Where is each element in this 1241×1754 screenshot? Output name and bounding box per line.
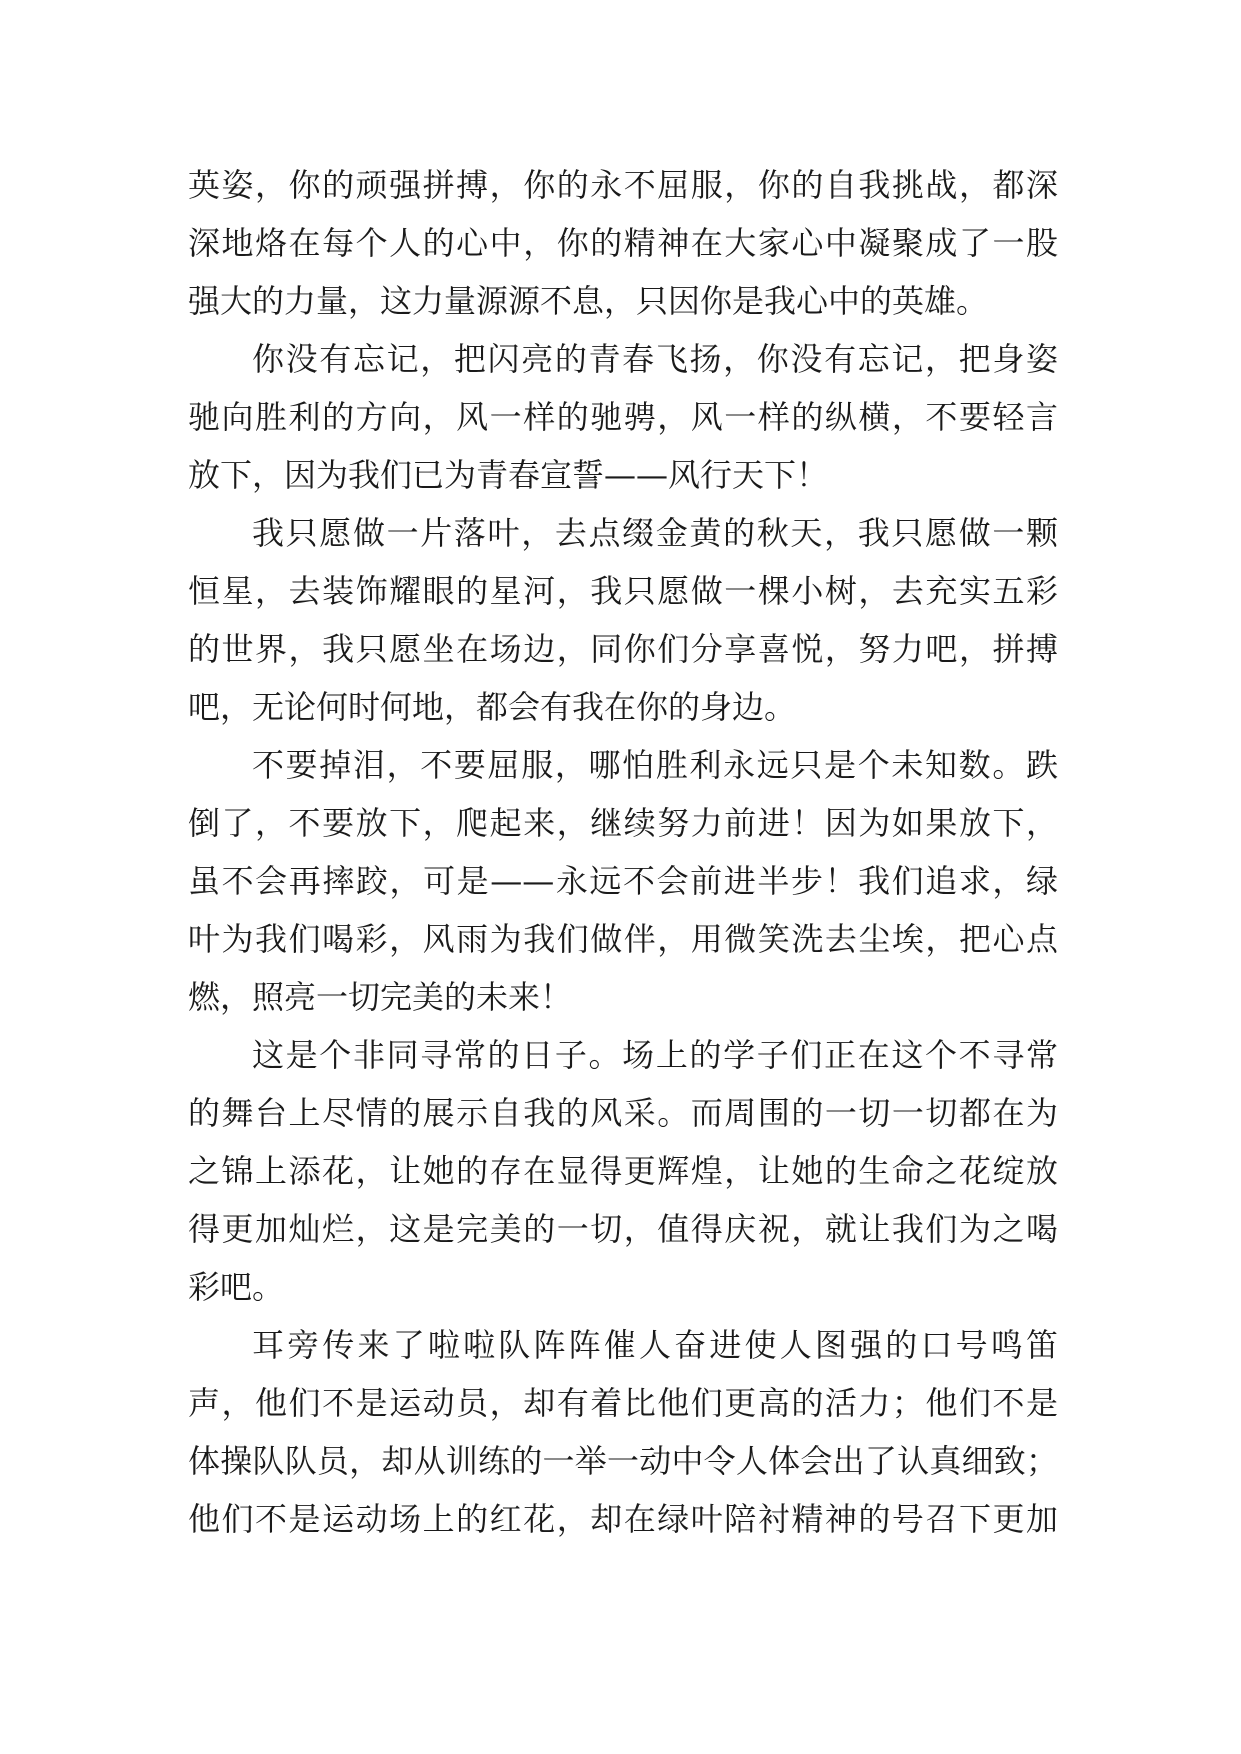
text-line: 放下，因为我们已为青春宣誓——风行天下！: [188, 456, 829, 494]
text-line: 强大的力量，这力量源源不息，只因你是我心中的英雄。: [188, 282, 989, 320]
text-line: 耳旁传来了啦啦队阵阵催人奋进使人图强的口号鸣笛: [252, 1326, 1058, 1364]
text-line: 声，他们不是运动员，却有着比他们更高的活力；他们不是: [188, 1384, 1058, 1422]
text-line: 的舞台上尽情的展示自我的风采。而周围的一切一切都在为: [188, 1094, 1058, 1132]
text-line: 叶为我们喝彩，风雨为我们做伴，用微笑洗去尘埃，把心点: [188, 920, 1058, 958]
text-line: 这是个非同寻常的日子。场上的学子们正在这个不寻常: [252, 1036, 1058, 1074]
text-line: 他们不是运动场上的红花，却在绿叶陪衬精神的号召下更加: [188, 1500, 1058, 1538]
text-line: 英姿，你的顽强拼搏，你的永不屈服，你的自我挑战，都深: [188, 166, 1058, 204]
text-line: 燃，照亮一切完美的未来！: [188, 978, 573, 1016]
text-line: 吧，无论何时何地，都会有我在你的身边。: [188, 688, 797, 726]
text-line: 倒了，不要放下，爬起来，继续努力前进！因为如果放下，: [188, 804, 1058, 842]
text-line: 我只愿做一片落叶，去点缀金黄的秋天，我只愿做一颗: [252, 514, 1058, 552]
text-line: 驰向胜利的方向，风一样的驰骋，风一样的纵横，不要轻言: [188, 398, 1058, 436]
text-line: 不要掉泪，不要屈服，哪怕胜利永远只是个未知数。跌: [252, 746, 1058, 784]
body-text: [188, 156, 1058, 1548]
text-line: 之锦上添花，让她的存在显得更辉煌，让她的生命之花绽放: [188, 1152, 1058, 1190]
text-line: 得更加灿烂，这是完美的一切，值得庆祝，就让我们为之喝: [188, 1210, 1058, 1248]
text-line: 深地烙在每个人的心中，你的精神在大家心中凝聚成了一股: [188, 224, 1058, 262]
text-line: 的世界，我只愿坐在场边，同你们分享喜悦，努力吧，拼搏: [188, 630, 1058, 668]
text-line: 虽不会再摔跤，可是——永远不会前进半步！我们追求，绿: [188, 862, 1058, 900]
text-line: 你没有忘记，把闪亮的青春飞扬，你没有忘记，把身姿: [252, 340, 1058, 378]
text-line: 恒星，去装饰耀眼的星河，我只愿做一棵小树，去充实五彩: [188, 572, 1058, 610]
text-line: 体操队队员，却从训练的一举一动中令人体会出了认真细致；: [188, 1442, 1058, 1480]
text-line: 彩吧。: [188, 1268, 285, 1306]
